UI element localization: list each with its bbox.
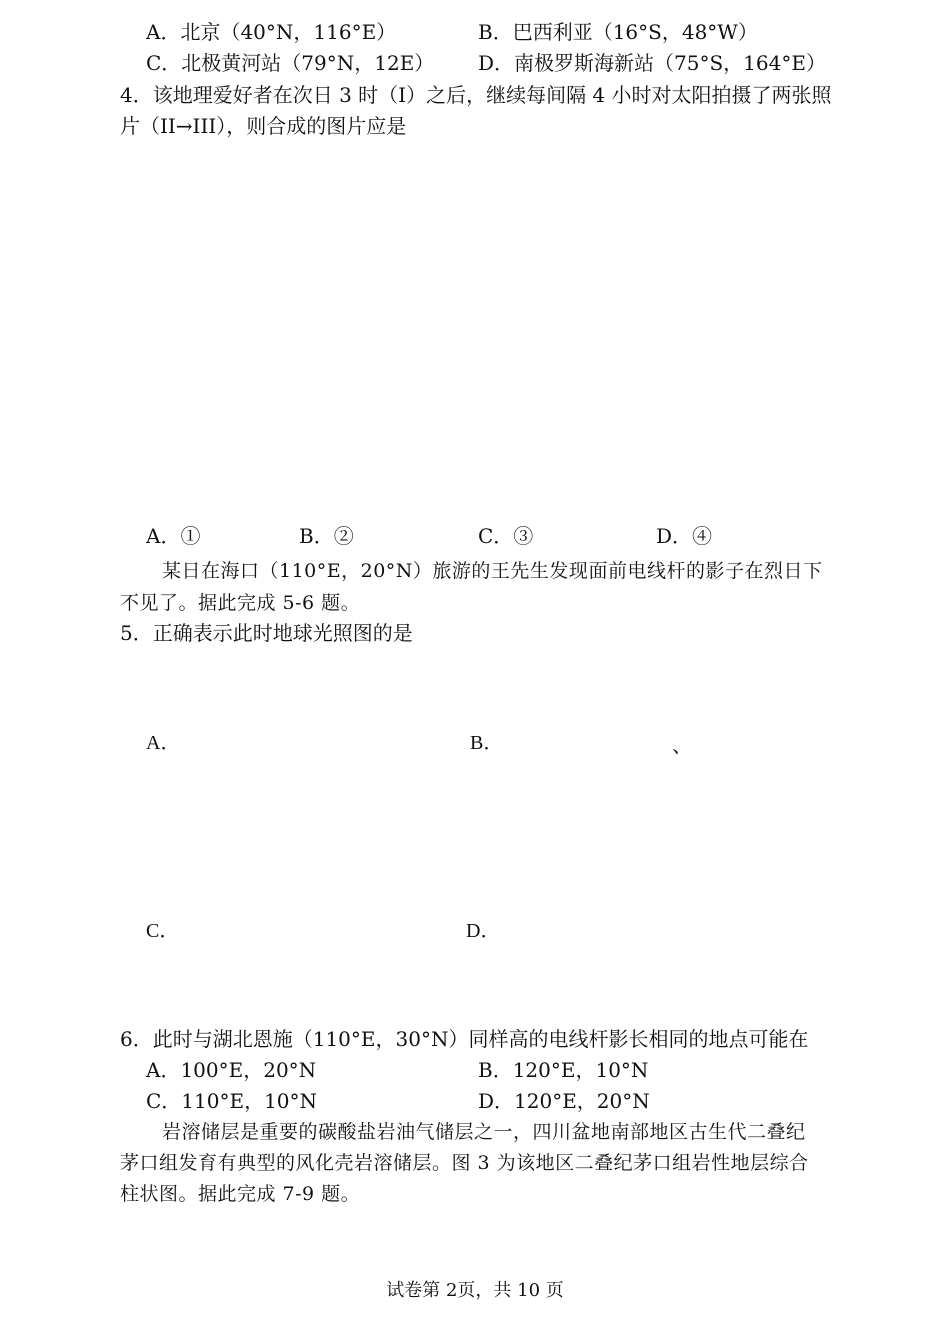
intro-5-6-line2: 不见了。据此完成 5-6 题。	[120, 592, 361, 614]
q3-option-b: B．巴西利亚（16°S，48°W）	[478, 20, 758, 44]
q5-option-a: A．	[146, 732, 181, 754]
q5-stem: 5．正确表示此时地球光照图的是	[120, 621, 413, 645]
q4-stem-line2: 片（II→III），则合成的图片应是	[120, 114, 407, 138]
q6-option-a: A．100°E，20°N	[146, 1058, 317, 1082]
q5-option-c: C．	[146, 920, 180, 942]
q3-option-a: A．北京（40°N，116°E）	[146, 20, 397, 44]
intro-7-9-line2: 茅口组发育有典型的风化壳岩溶储层。图 3 为该地区二叠纪茅口组岩性地层综合	[120, 1152, 809, 1174]
q6-option-d: D．120°E，20°N	[478, 1089, 650, 1113]
q5-option-d: D．	[466, 920, 501, 942]
q6-stem: 6．此时与湖北恩施（110°E，30°N）同样高的电线杆影长相同的地点可能在	[120, 1027, 809, 1051]
q4-option-a: A．①	[146, 524, 201, 548]
page-footer: 试卷第 2页，共 10 页	[386, 1280, 564, 1301]
q5-option-b: B．	[470, 732, 504, 754]
q4-option-d: D．④	[656, 524, 713, 548]
q3-option-d: D．南极罗斯海新站（75°S，164°E）	[478, 51, 826, 75]
q5-stray-mark: 、	[672, 733, 692, 757]
intro-7-9-line1: 岩溶储层是重要的碳酸盐岩油气储层之一，四川盆地南部地区古生代二叠纪	[162, 1121, 806, 1143]
q4-option-b: B．②	[299, 524, 354, 548]
q4-stem-line1: 4．该地理爱好者在次日 3 时（I）之后，继续每间隔 4 小时对太阳拍摄了两张照	[120, 83, 832, 107]
intro-7-9-line3: 柱状图。据此完成 7-9 题。	[120, 1183, 361, 1205]
q6-option-c: C．110°E，10°N	[146, 1089, 318, 1113]
q4-option-c: C．③	[478, 524, 534, 548]
q3-option-c: C．北极黄河站（79°N，12E）	[146, 51, 435, 75]
intro-5-6-line1: 某日在海口（110°E，20°N）旅游的王先生发现面前电线杆的影子在烈日下	[162, 560, 823, 582]
q6-option-b: B．120°E，10°N	[478, 1058, 649, 1082]
